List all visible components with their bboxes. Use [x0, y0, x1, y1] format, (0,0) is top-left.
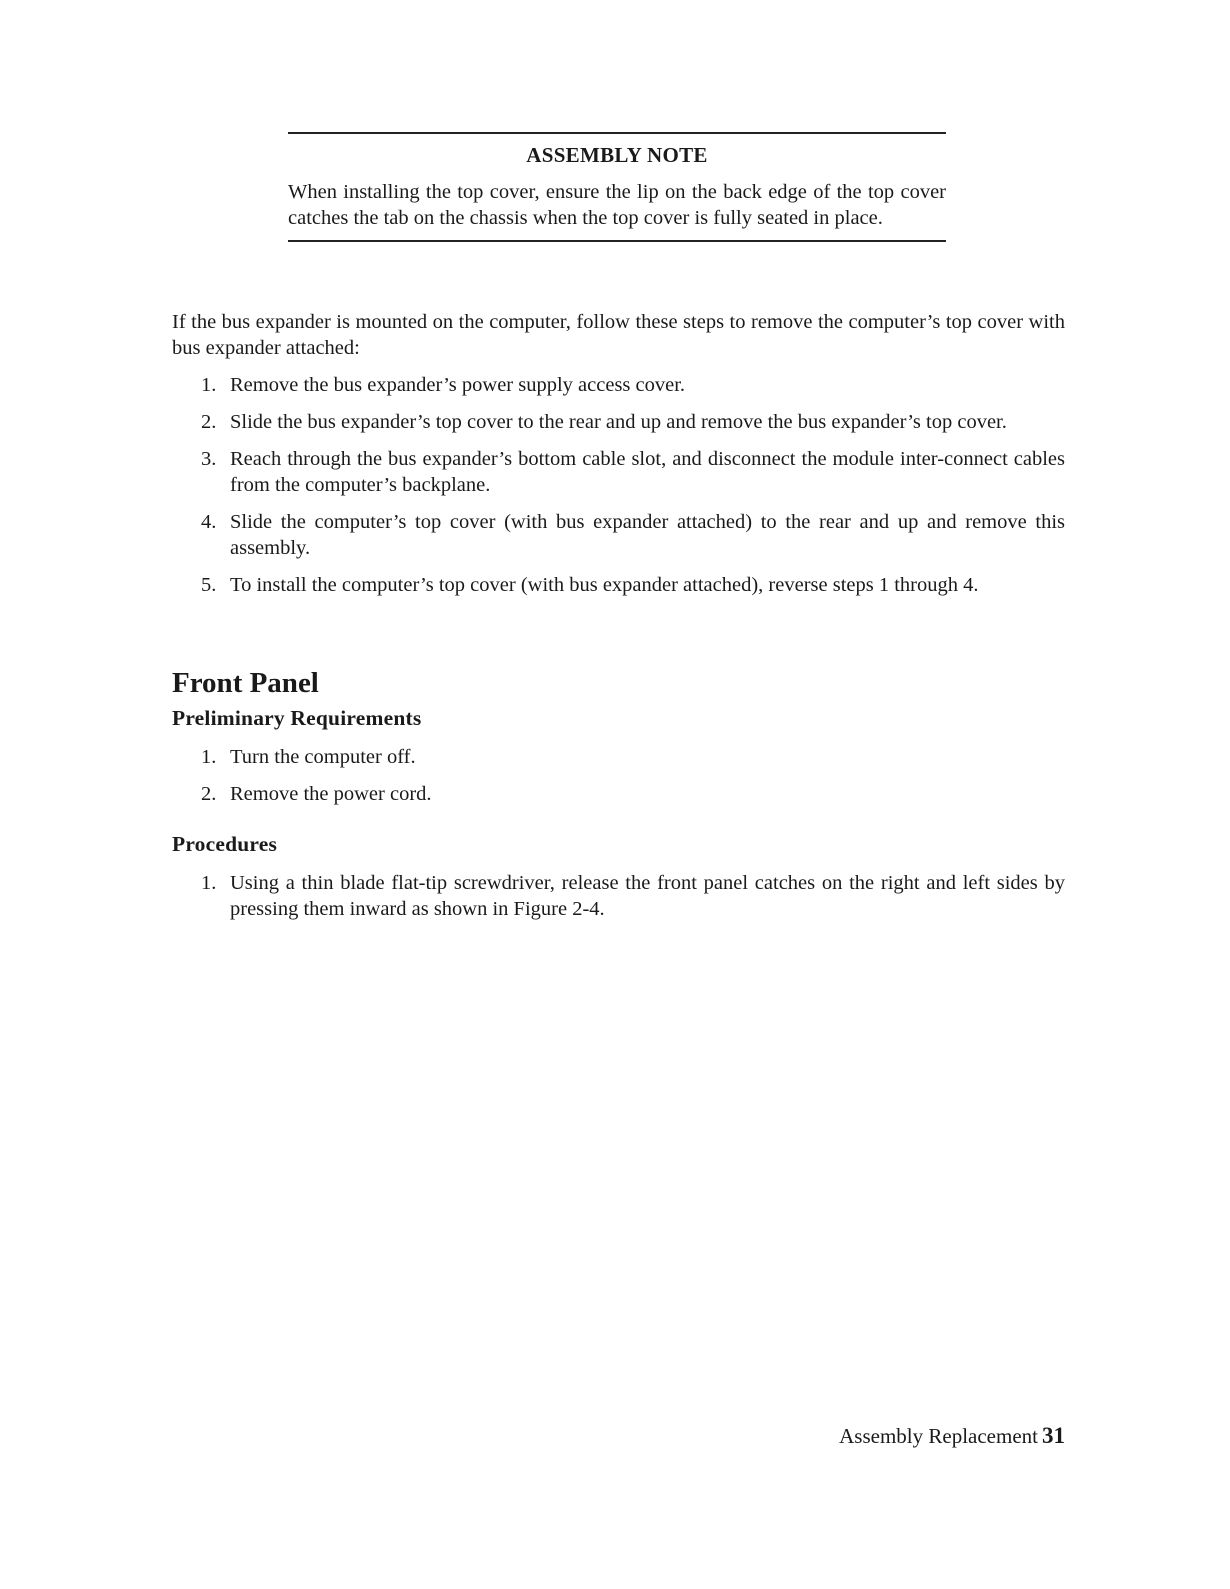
intro-paragraph: If the bus expander is mounted on the computer, follow these steps to remove the computer’s top cover with bus expander attached: [172, 311, 1065, 359]
step-text: Remove the power cord. [230, 783, 432, 805]
page-footer [839, 1423, 1065, 1449]
step-text: To install the computer’s top cover (with bus expander attached), reverse steps 1 through 4. [230, 574, 979, 596]
list-item [172, 781, 1065, 807]
step-number: 4. [201, 511, 217, 533]
bus-expander-steps [172, 372, 1065, 609]
step-text: Reach through the bus expander’s bottom cable slot, and disconnect the module inter-connect cables from the computer’s backplane. [230, 448, 1065, 496]
page-number: 31 [1042, 1423, 1065, 1448]
procedure-steps [172, 870, 1065, 933]
step-number: 2. [201, 411, 217, 433]
step-number: 1. [201, 746, 217, 768]
step-number: 5. [201, 574, 217, 596]
note-body: When installing the top cover, ensure the lip on the back edge of the top cover catches the tab on the chassis when the top cover is fully seated in place. [288, 181, 946, 229]
step-text: Using a thin blade flat-tip screwdriver, release the front panel catches on the right and left sides by pressing them inward as shown in Figure 2-4. [230, 872, 1065, 920]
note-bottom-rule [288, 240, 946, 242]
step-number: 1. [201, 374, 217, 396]
step-number: 2. [201, 783, 217, 805]
step-text: Turn the computer off. [230, 746, 416, 768]
note-top-rule [288, 132, 946, 134]
list-item [172, 446, 1065, 498]
step-text: Remove the bus expander’s power supply access cover. [230, 374, 686, 396]
list-item [172, 870, 1065, 922]
assembly-note-box [288, 132, 946, 242]
procedures-heading: Procedures [172, 832, 278, 856]
list-item [172, 372, 1065, 398]
section-title: Front Panel [172, 667, 319, 699]
footer-label: Assembly Replacement [839, 1424, 1038, 1448]
list-item [172, 409, 1065, 435]
prelim-steps [172, 744, 1065, 818]
list-item [172, 509, 1065, 561]
step-text: Slide the computer’s top cover (with bus expander attached) to the rear and up and remove this assembly. [230, 511, 1065, 559]
list-item [172, 572, 1065, 598]
prelim-heading: Preliminary Requirements [172, 706, 422, 730]
step-number: 1. [201, 872, 217, 894]
note-title: ASSEMBLY NOTE [526, 143, 708, 167]
step-text: Slide the bus expander’s top cover to the rear and up and remove the bus expander’s top cover. [230, 411, 1007, 433]
list-item [172, 744, 1065, 770]
step-number: 3. [201, 448, 217, 470]
